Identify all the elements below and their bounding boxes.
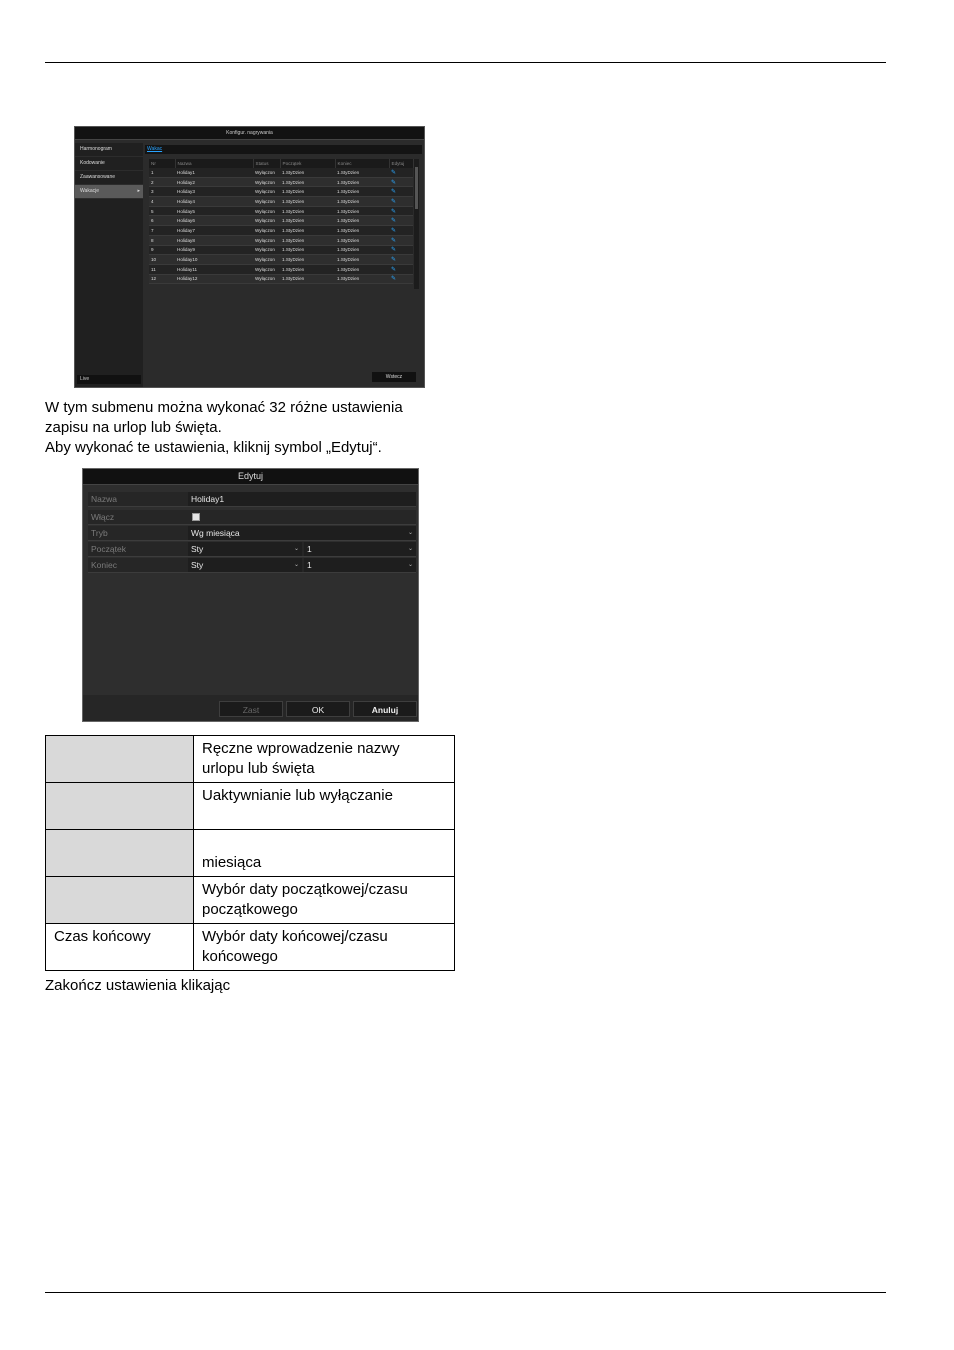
row-end: 1.StyDzien — [335, 274, 389, 284]
end-day-select[interactable] — [304, 558, 416, 572]
description-line: Wybór daty końcowej/czasu — [202, 928, 388, 945]
intro-line-2: zapisu na urlop lub święta. — [45, 419, 222, 436]
row-status: Wyłączon — [253, 235, 280, 245]
row-number: 8 — [149, 235, 175, 245]
edit-cell — [389, 245, 413, 255]
row-name: Holiday9 — [175, 245, 253, 255]
row-status: Wyłączon — [253, 197, 280, 207]
table-row — [46, 877, 455, 924]
start-day-select[interactable] — [304, 542, 416, 556]
pencil-icon[interactable]: ✎ — [391, 179, 397, 186]
table-row[interactable] — [149, 255, 413, 265]
row-number: 4 — [149, 197, 175, 207]
intro-line-1: W tym submenu można wykonać 32 różne ustawienia — [45, 399, 403, 416]
term-cell — [46, 830, 194, 877]
header-rule — [45, 62, 886, 63]
row-number: 12 — [149, 274, 175, 284]
row-end: 1.StyDzien — [335, 206, 389, 216]
enable-row — [88, 510, 416, 525]
table-row[interactable] — [149, 235, 413, 245]
end-row — [88, 558, 416, 573]
dialog-footer — [83, 695, 418, 721]
settings-description-table — [45, 735, 455, 971]
description-line: Uaktywnianie lub wyłączanie — [202, 787, 393, 804]
term-cell — [46, 736, 194, 783]
row-status: Wyłączon — [253, 187, 280, 197]
description-cell — [194, 830, 455, 877]
start-month-select[interactable] — [188, 542, 302, 556]
term-cell: Czas końcowy — [46, 924, 194, 971]
pencil-icon[interactable]: ✎ — [391, 266, 397, 273]
row-start: 1.StyDzien — [280, 264, 335, 274]
row-status: Wyłączon — [253, 264, 280, 274]
description-line: Ręczne wprowadzenie nazwy — [202, 740, 400, 757]
row-name: Holiday6 — [175, 216, 253, 226]
description-line: Wybór daty początkowej/czasu — [202, 881, 408, 898]
enable-checkbox[interactable] — [192, 513, 200, 521]
row-name: Holiday10 — [175, 255, 253, 265]
chevron-down-icon: ⌄ — [407, 562, 413, 568]
row-status: Wyłączon — [253, 216, 280, 226]
table-row — [46, 783, 455, 830]
row-name: Holiday4 — [175, 197, 253, 207]
column-header: Status — [253, 159, 280, 168]
row-number: 1 — [149, 168, 175, 177]
row-number: 9 — [149, 245, 175, 255]
row-start: 1.StyDzien — [280, 206, 335, 216]
edit-instruction: Aby wykonać te ustawienia, kliknij symbol „Edytuj“. — [45, 439, 382, 456]
row-start: 1.StyDzien — [280, 274, 335, 284]
table-row[interactable] — [149, 206, 413, 216]
holiday-table — [149, 159, 414, 284]
closing-instruction: Zakończ ustawienia klikając — [45, 977, 231, 994]
name-row — [88, 492, 416, 507]
row-number: 11 — [149, 264, 175, 274]
row-start: 1.StyDzien — [280, 226, 335, 236]
name-label: Nazwa — [91, 494, 117, 504]
pencil-icon[interactable]: ✎ — [391, 169, 397, 176]
start-label: Początek — [91, 544, 126, 554]
table-row[interactable] — [149, 216, 413, 226]
pencil-icon[interactable]: ✎ — [391, 198, 397, 205]
description-line — [202, 833, 446, 853]
column-header: Nazwa — [175, 159, 253, 168]
tab-bar — [145, 145, 422, 154]
table-row — [46, 924, 455, 971]
end-day-value: 1 — [307, 560, 312, 570]
row-number: 7 — [149, 226, 175, 236]
description-line: początkowego — [202, 901, 298, 918]
pencil-icon[interactable]: ✎ — [391, 208, 397, 215]
table-row[interactable] — [149, 168, 413, 177]
edit-cell — [389, 168, 413, 177]
column-header: Koniec — [335, 159, 389, 168]
sidebar-item-encoding[interactable]: Kodowanie — [75, 157, 143, 171]
apply-button[interactable]: Zast — [219, 701, 283, 717]
row-name: Holiday7 — [175, 226, 253, 236]
start-row — [88, 542, 416, 557]
term-cell — [46, 783, 194, 830]
column-header: Nr — [149, 159, 175, 168]
sidebar-item-schedule[interactable]: Harmonogram — [75, 143, 143, 157]
description-line: końcowego — [202, 948, 278, 965]
pencil-icon[interactable]: ✎ — [391, 189, 397, 196]
row-number: 3 — [149, 187, 175, 197]
config-sidebar — [75, 143, 143, 387]
config-window-title: Konfigur. nagrywania — [75, 127, 424, 140]
end-month-select[interactable] — [188, 558, 302, 572]
pencil-icon[interactable]: ✎ — [391, 237, 397, 244]
edit-dialog-screenshot — [82, 468, 419, 722]
start-month-value: Sty — [191, 544, 204, 554]
table-scrollbar[interactable] — [414, 159, 419, 289]
row-end: 1.StyDzien — [335, 177, 389, 187]
row-end: 1.StyDzien — [335, 168, 389, 177]
row-status: Wyłączon — [253, 168, 280, 177]
mode-row — [88, 526, 416, 541]
term-cell — [46, 877, 194, 924]
sidebar-item-holiday[interactable]: Wakacje ▸ — [75, 185, 143, 199]
table-row — [46, 736, 455, 783]
row-status: Wyłączon — [253, 274, 280, 284]
row-end: 1.StyDzien — [335, 216, 389, 226]
row-end: 1.StyDzien — [335, 197, 389, 207]
mode-label: Tryb — [91, 528, 108, 538]
row-start: 1.StyDzien — [280, 245, 335, 255]
edit-cell — [389, 235, 413, 245]
pencil-icon[interactable]: ✎ — [391, 227, 397, 234]
column-header: Początek — [280, 159, 335, 168]
row-start: 1.StyDzien — [280, 177, 335, 187]
description-line: miesiąca — [202, 854, 262, 871]
table-row[interactable] — [149, 245, 413, 255]
row-end: 1.StyDzien — [335, 226, 389, 236]
row-status: Wyłączon — [253, 245, 280, 255]
chevron-down-icon: ⌄ — [407, 530, 413, 536]
start-day-value: 1 — [307, 544, 312, 554]
edit-cell — [389, 274, 413, 284]
row-end: 1.StyDzien — [335, 245, 389, 255]
table-row[interactable] — [149, 264, 413, 274]
chevron-down-icon: ⌄ — [407, 546, 413, 552]
pencil-icon[interactable]: ✎ — [391, 247, 397, 254]
row-number: 5 — [149, 206, 175, 216]
row-start: 1.StyDzien — [280, 235, 335, 245]
row-number: 6 — [149, 216, 175, 226]
table-row[interactable] — [149, 197, 413, 207]
ok-button[interactable]: OK — [286, 701, 350, 717]
row-status: Wyłączon — [253, 255, 280, 265]
footer-rule — [45, 1292, 886, 1293]
row-name: Holiday2 — [175, 177, 253, 187]
row-name: Holiday3 — [175, 187, 253, 197]
pencil-icon[interactable]: ✎ — [391, 276, 397, 283]
row-name: Holiday5 — [175, 206, 253, 216]
row-name: Holiday12 — [175, 274, 253, 284]
edit-cell — [389, 197, 413, 207]
description-cell — [194, 736, 455, 783]
enable-label: Włącz — [91, 512, 115, 522]
row-status: Wyłączon — [253, 177, 280, 187]
row-end: 1.StyDzien — [335, 264, 389, 274]
row-number: 10 — [149, 255, 175, 265]
description-line — [202, 806, 446, 826]
live-view-button[interactable]: Live — [77, 375, 141, 384]
row-start: 1.StyDzien — [280, 216, 335, 226]
scrollbar-thumb[interactable] — [415, 167, 418, 209]
table-row[interactable] — [149, 274, 413, 284]
end-label: Koniec — [91, 560, 117, 570]
description-cell — [194, 783, 455, 830]
row-name: Holiday11 — [175, 264, 253, 274]
table-row — [46, 830, 455, 877]
edit-cell — [389, 177, 413, 187]
end-month-value: Sty — [191, 560, 204, 570]
row-status: Wyłączon — [253, 206, 280, 216]
sidebar-item-advanced[interactable]: Zaawansowane — [75, 171, 143, 185]
mode-value: Wg miesiąca — [191, 528, 240, 538]
tab-holiday[interactable]: Wakac — [147, 146, 163, 152]
edit-dialog-title: Edytuj — [83, 469, 418, 485]
table-row[interactable] — [149, 187, 413, 197]
row-number: 2 — [149, 177, 175, 187]
edit-cell — [389, 216, 413, 226]
edit-cell — [389, 255, 413, 265]
name-input[interactable]: Holiday1 — [188, 492, 416, 506]
row-start: 1.StyDzien — [280, 255, 335, 265]
row-start: 1.StyDzien — [280, 187, 335, 197]
table-row[interactable] — [149, 226, 413, 236]
pencil-icon[interactable]: ✎ — [391, 257, 397, 264]
row-name: Holiday1 — [175, 168, 253, 177]
description-line: urlopu lub święta — [202, 760, 315, 777]
row-name: Holiday8 — [175, 235, 253, 245]
row-end: 1.StyDzien — [335, 187, 389, 197]
row-end: 1.StyDzien — [335, 255, 389, 265]
edit-cell — [389, 264, 413, 274]
back-button[interactable]: Wstecz — [372, 372, 416, 382]
row-start: 1.StyDzien — [280, 168, 335, 177]
table-row[interactable] — [149, 177, 413, 187]
edit-cell — [389, 206, 413, 216]
row-end: 1.StyDzien — [335, 235, 389, 245]
holiday-table-header — [149, 159, 413, 168]
description-cell — [194, 924, 455, 971]
row-start: 1.StyDzien — [280, 197, 335, 207]
row-status: Wyłączon — [253, 226, 280, 236]
cancel-button[interactable]: Anuluj — [353, 701, 417, 717]
mode-select[interactable] — [188, 526, 416, 540]
recording-config-screenshot — [74, 126, 425, 388]
edit-cell — [389, 226, 413, 236]
edit-cell — [389, 187, 413, 197]
chevron-down-icon: ⌄ — [293, 562, 299, 568]
column-header: Edytuj — [389, 159, 413, 168]
chevron-down-icon: ⌄ — [293, 546, 299, 552]
pencil-icon[interactable]: ✎ — [391, 218, 397, 225]
description-cell — [194, 877, 455, 924]
